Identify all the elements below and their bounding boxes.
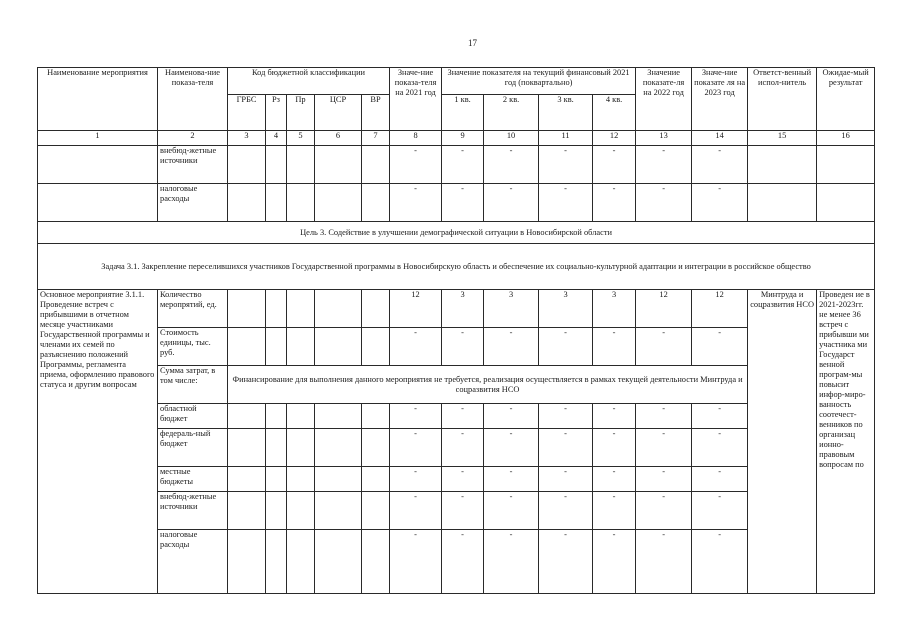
cell-value: - (692, 146, 748, 184)
row-label: Сумма затрат, в том числе: (158, 366, 228, 404)
column-number: 4 (266, 131, 287, 146)
row-label: Стоимость единицы, тыс. руб. (158, 328, 228, 366)
cell-value: - (692, 467, 748, 492)
header-q2: 2 кв. (484, 95, 539, 131)
cell-value: - (484, 328, 539, 366)
column-number-row (38, 131, 875, 146)
cell-value: - (636, 146, 692, 184)
header-q4: 4 кв. (593, 95, 636, 131)
header-q1: 1 кв. (442, 95, 484, 131)
cell-value: - (636, 530, 692, 594)
column-number: 6 (315, 131, 362, 146)
cell-value: - (390, 467, 442, 492)
expected-result: Проведен ие в 2021-2023гг. не менее 36 встреч с прибывши ми участника ми Государст венной програм-мы повысит инфор-миро-ванность соотечест-венников по организац ионно-правовым вопросам по (817, 290, 875, 594)
cell-value: 3 (593, 290, 636, 328)
header-row-1 (38, 68, 875, 95)
row-label: местные бюджеты (158, 467, 228, 492)
cell-value: - (484, 467, 539, 492)
cell-value: - (636, 404, 692, 429)
cell-value: 12 (636, 290, 692, 328)
cell-value: - (484, 530, 539, 594)
column-number: 9 (442, 131, 484, 146)
responsible-executor: Минтруда и соцразвития НСО (748, 290, 817, 594)
column-number: 8 (390, 131, 442, 146)
task-row (38, 244, 875, 290)
cell-value: - (593, 530, 636, 594)
header-value-2021: Значе-ние показа-теля на 2021 год (390, 68, 442, 131)
cell-value: - (593, 328, 636, 366)
header-current-year: Значение показателя на текущий финансовый 2021 год (поквартально) (442, 68, 636, 95)
cell-value: - (390, 328, 442, 366)
column-number: 13 (636, 131, 692, 146)
task-title: Задача 3.1. Закрепление переселившихся участников Государственной программы в Новосибирскую область и обеспечение их социально-культурной адаптации и интеграции в российское общество (38, 244, 875, 290)
cell-value: - (636, 429, 692, 467)
cell-value: - (636, 328, 692, 366)
cell-value: - (390, 492, 442, 530)
cell-value: - (636, 467, 692, 492)
header-indicator: Наименова-ние показа-теля (158, 68, 228, 131)
cell-value: - (390, 404, 442, 429)
cell-value: - (593, 429, 636, 467)
cell-value: - (539, 404, 593, 429)
cell-value: - (593, 146, 636, 184)
header-responsible: Ответст-венный испол-нитель (748, 68, 817, 131)
header-value-2022: Значение показате-ля на 2022 год (636, 68, 692, 131)
cell-value: - (390, 184, 442, 222)
header-grbs: ГРБС (228, 95, 266, 131)
cell-value: - (442, 404, 484, 429)
cell-value: - (636, 184, 692, 222)
page-number: 17 (468, 38, 477, 48)
cell-value: - (539, 429, 593, 467)
cell-value: - (539, 467, 593, 492)
column-number: 11 (539, 131, 593, 146)
header-q3: 3 кв. (539, 95, 593, 131)
table-row (38, 146, 875, 184)
cell-value: 3 (484, 290, 539, 328)
cell-value: - (484, 492, 539, 530)
program-table (37, 67, 875, 594)
cell-value: - (484, 146, 539, 184)
cell-value: - (484, 184, 539, 222)
column-number: 2 (158, 131, 228, 146)
cell-value: - (692, 492, 748, 530)
header-result: Ожидае-мый результат (817, 68, 875, 131)
row-label: налоговые расходы (158, 530, 228, 594)
header-vr: ВР (362, 95, 390, 131)
cell-value: - (390, 429, 442, 467)
column-number: 15 (748, 131, 817, 146)
cell-value: - (442, 467, 484, 492)
goal-title: Цель 3. Содействие в улучшении демографической ситуации в Новосибирской области (38, 222, 875, 244)
cell-value: - (442, 184, 484, 222)
table-row (38, 290, 875, 328)
header-value-2023: Значе-ние показате ля на 2023 год (692, 68, 748, 131)
cell-value: - (442, 146, 484, 184)
row-label: налоговые расходы (158, 184, 228, 222)
header-pr: Пр (287, 95, 315, 131)
cell-value: - (539, 184, 593, 222)
column-number: 14 (692, 131, 748, 146)
row-label: внебюд-жетные источники (158, 492, 228, 530)
cell-value: - (442, 530, 484, 594)
column-number: 7 (362, 131, 390, 146)
cell-value: 12 (692, 290, 748, 328)
cell-value: 3 (442, 290, 484, 328)
cell-value: - (442, 328, 484, 366)
cell-value: - (484, 404, 539, 429)
row-label: федераль-ный бюджет (158, 429, 228, 467)
row-label: Количество меропрятий, ед. (158, 290, 228, 328)
cell-value: - (539, 492, 593, 530)
cell-value: - (692, 328, 748, 366)
table-row (38, 184, 875, 222)
cell-value: - (484, 429, 539, 467)
cell-value: - (390, 530, 442, 594)
column-number: 16 (817, 131, 875, 146)
cell-value: - (593, 492, 636, 530)
cell-value: - (692, 429, 748, 467)
column-number: 1 (38, 131, 158, 146)
column-number: 10 (484, 131, 539, 146)
cell-value: - (636, 492, 692, 530)
column-number: 5 (287, 131, 315, 146)
cell-value: - (442, 429, 484, 467)
row-label: областной бюджет (158, 404, 228, 429)
cell-value: 12 (390, 290, 442, 328)
header-name: Наименование мероприятия (38, 68, 158, 131)
measure-name: Основное мероприятие 3.1.1. Проведение встреч с прибывшими в отчетном месяце участниками Государственной программы и членами их семей по разъяснению положений Программы, регламента приема, оформлению правового статуса и другим вопросам (38, 290, 158, 594)
cell-value: - (593, 184, 636, 222)
cell-value: - (390, 146, 442, 184)
cell-value: - (692, 184, 748, 222)
column-number: 12 (593, 131, 636, 146)
cell-value: 3 (539, 290, 593, 328)
row-label: внебюд-жетные источники (158, 146, 228, 184)
header-budget-code: Код бюджетной классификации (228, 68, 390, 95)
cell-value: - (442, 492, 484, 530)
cell-value: - (539, 328, 593, 366)
cell-value: - (539, 146, 593, 184)
column-number: 3 (228, 131, 266, 146)
cell-value: - (692, 530, 748, 594)
header-csr: ЦСР (315, 95, 362, 131)
header-rz: Рз (266, 95, 287, 131)
cell-value: - (593, 467, 636, 492)
cell-value: - (692, 404, 748, 429)
goal-row (38, 222, 875, 244)
cell-value: - (593, 404, 636, 429)
financing-note: Финансирование для выполнения данного мероприятия не требуется, реализация осуществляется в рамках текущей деятельности Минтруда и соцразвития НСО (228, 366, 748, 404)
cell-value: - (539, 530, 593, 594)
